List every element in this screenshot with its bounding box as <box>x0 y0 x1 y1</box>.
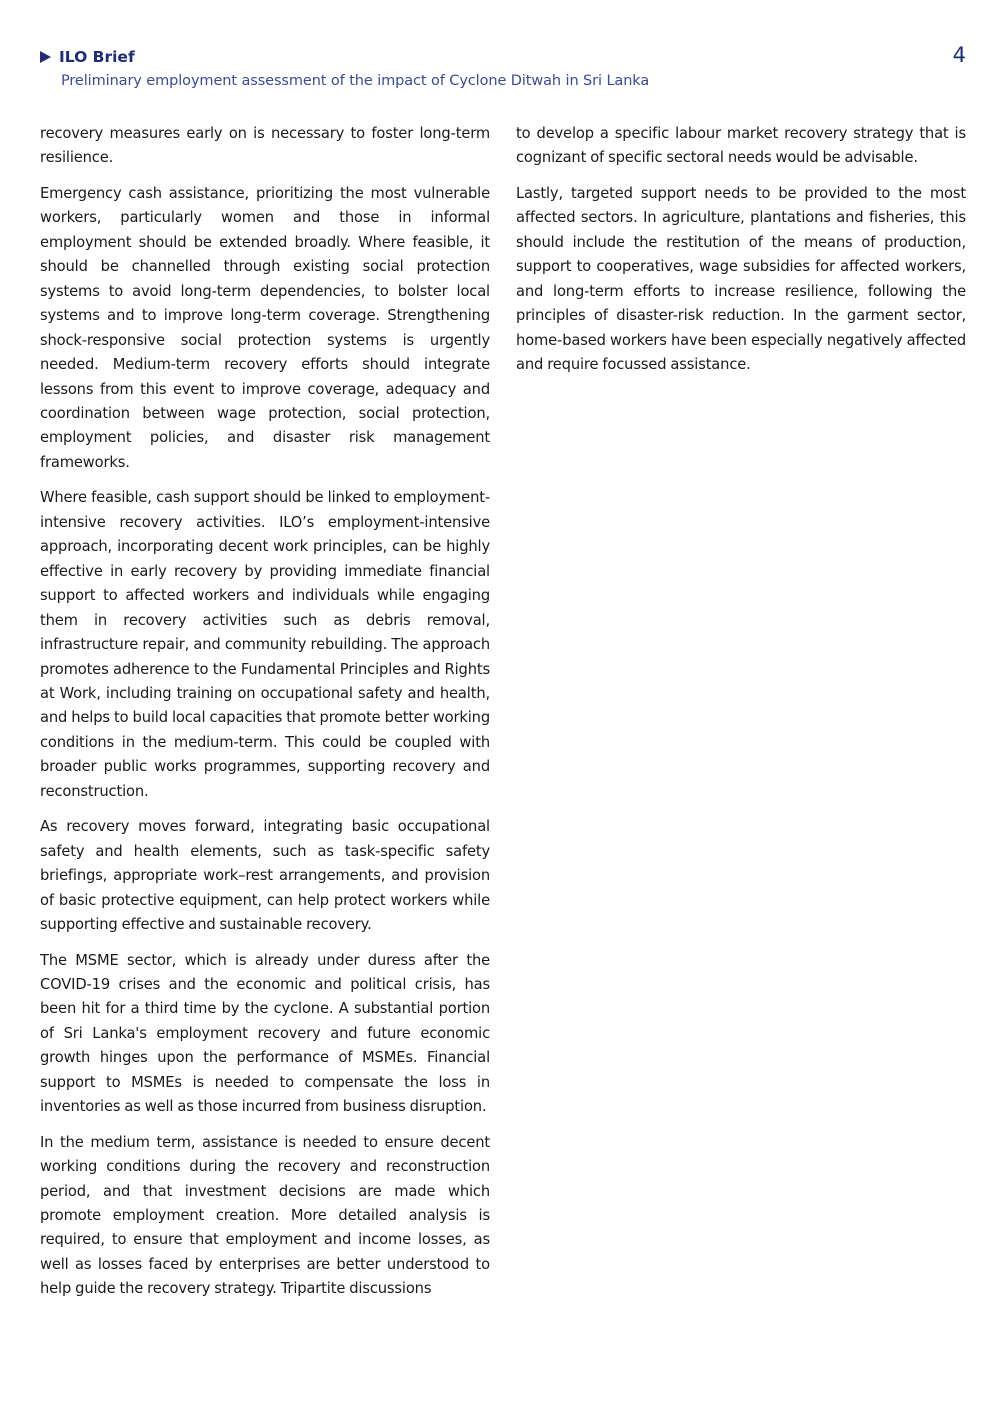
series-label: ILO Brief <box>59 48 135 66</box>
page-number: 4 <box>952 43 966 67</box>
paragraph: In the medium term, assistance is needed to ensure decent working conditions during the recovery and reconstruction period, and that investment decisions are made which promote employment creation. More detailed analysis is required, to ensure that employment and income losses, as well as losses faced by enterprises are better understood to help guide the recovery strategy. Tripartite discussions <box>40 1133 490 1298</box>
triangle-right-icon <box>40 51 51 63</box>
paragraph: Where feasible, cash support should be linked to employment-intensive recovery activities. ILO’s employment-intensive approach, incorporating decent work principles, can be highly effective in early recovery by providing immediate financial support to affected workers and individuals while engaging them in recovery activities such as debris removal, infrastructure repair, and community rebuilding. The approach promotes adherence to the Fundamental Principles and Rights at Work, including training on occupational safety and health, and helps to build local capacities that promote better working conditions in the medium-term. This could be coupled with broader public works programmes, supporting recovery and reconstruction. <box>40 489 490 800</box>
paragraph: As recovery moves forward, integrating basic occupational safety and health elements, such as task-specific safety briefings, appropriate work–rest arrangements, and provision of basic protective equipment, can help protect workers while supporting effective and sustainable recovery. <box>40 818 490 934</box>
right-column <box>516 122 966 389</box>
left-column <box>40 122 490 1313</box>
series-row <box>40 46 970 68</box>
paragraph: recovery measures early on is necessary to foster long-term resilience. <box>40 125 490 167</box>
page-header <box>40 46 970 89</box>
paragraph: Emergency cash assistance, prioritizing the most vulnerable workers, particularly women and those in informal employment should be extended broadly. Where feasible, it should be channelled through existing social protection systems to avoid long-term dependencies, to bolster local systems and to improve long-term coverage. Strengthening shock-responsive social protection systems is urgently needed. Medium-term recovery efforts should integrate lessons from this event to improve coverage, adequacy and coordination between wage protection, social protection, employment policies, and disaster risk management frameworks. <box>40 184 490 471</box>
paragraph: Lastly, targeted support needs to be provided to the most affected sectors. In agriculture, plantations and fisheries, this should include the restitution of the means of production, support to cooperatives, wage subsidies for affected workers, and long-term efforts to increase resilience, following the principles of disaster-risk reduction. In the garment sector, home-based workers have been especially negatively affected and require focussed assistance. <box>516 184 966 374</box>
document-subtitle: Preliminary employment assessment of the impact of Cyclone Ditwah in Sri Lanka <box>61 73 650 89</box>
paragraph: to develop a specific labour market recovery strategy that is cognizant of specific sectoral needs would be advisable. <box>516 125 966 167</box>
paragraph: The MSME sector, which is already under duress after the COVID-19 crises and the economic and political crisis, has been hit for a third time by the cyclone. A substantial portion of Sri Lanka's employment recovery and future economic growth hinges upon the performance of MSMEs. Financial support to MSMEs is needed to compensate the loss in inventories as well as those incurred from business disruption. <box>40 951 490 1116</box>
